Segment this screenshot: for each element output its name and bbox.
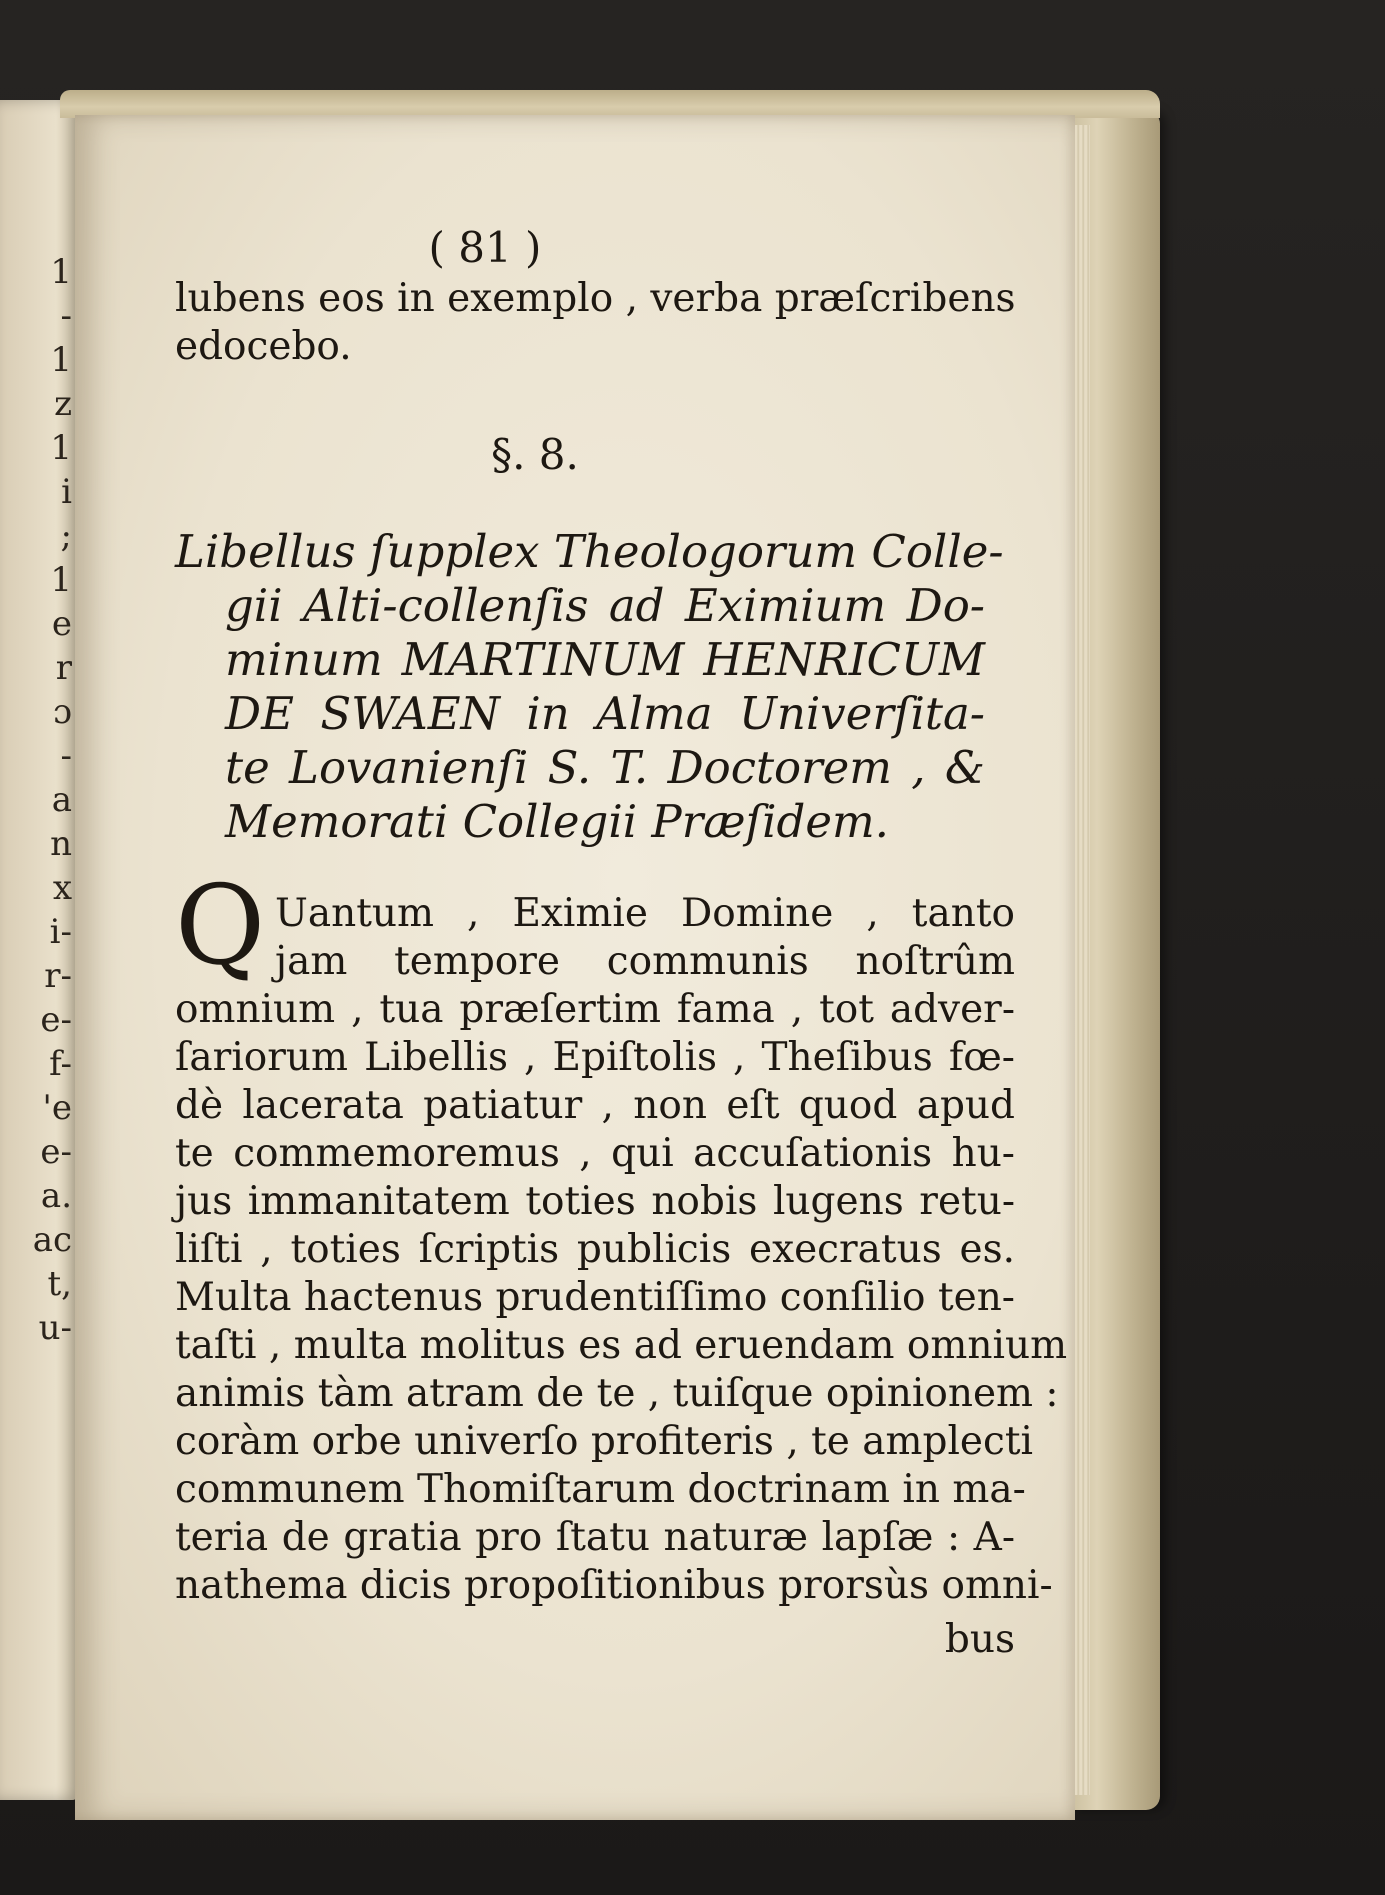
left-fragment: z xyxy=(54,384,72,424)
left-fragment: i- xyxy=(49,912,72,952)
left-fragment: x xyxy=(52,868,72,908)
left-fragment: e xyxy=(51,604,72,644)
catchword: bus xyxy=(944,1617,1015,1662)
body-line: Multa hactenus prudentiſſimo conſilio ten- xyxy=(175,1275,1015,1320)
left-fragment: e- xyxy=(40,1000,72,1040)
left-fragment: ɔ xyxy=(52,692,72,732)
left-fragment: u- xyxy=(38,1308,72,1348)
title-line-2: gii Alti-collenſis ad Eximium Do- xyxy=(225,579,985,632)
left-fragment: - xyxy=(60,296,72,336)
body-line: ſariorum Libellis , Epiſtolis , Theſibus fœ- xyxy=(175,1035,1015,1080)
left-fragment: 1 xyxy=(50,252,72,292)
book-top-edge xyxy=(60,90,1160,118)
body-line: omnium , tua præſertim fama , tot adver- xyxy=(175,987,1015,1032)
left-fragment: 1 xyxy=(50,428,72,468)
left-fragment: i xyxy=(61,472,72,512)
left-fragment: 'e xyxy=(42,1088,72,1128)
title-line-5: te Lovanienſi S. T. Doctorem , & xyxy=(225,741,985,794)
page-number: ( 81 ) xyxy=(428,223,542,272)
title-line-4: DE SWAEN in Alma Univerſita- xyxy=(225,687,985,740)
left-fragment: e- xyxy=(40,1132,72,1172)
body-line: animis tàm atram de te , tuiſque opinionem : xyxy=(175,1371,1059,1416)
left-fragment: 1 xyxy=(50,560,72,600)
left-fragment: a xyxy=(51,780,72,820)
left-fragment: r- xyxy=(44,956,72,996)
title-line-6: Memorati Collegii Præſidem. xyxy=(225,795,889,848)
right-page xyxy=(75,115,1075,1820)
body-line: dè lacerata patiatur , non eſt quod apud xyxy=(175,1083,1015,1128)
left-fragment: r xyxy=(55,648,72,688)
left-fragment: 1 xyxy=(50,340,72,380)
left-fragment: ; xyxy=(60,516,72,556)
title-line-3: minum MARTINUM HENRICUM xyxy=(225,633,985,686)
body-line: Uantum , Eximie Domine , tanto xyxy=(275,891,1015,936)
opening-line-2: edocebo. xyxy=(175,324,352,369)
body-line: teria de gratia pro ſtatu naturæ lapſæ : A- xyxy=(175,1515,1015,1560)
body-line: liſti , toties ſcriptis publicis execratus es. xyxy=(175,1227,1015,1272)
body-line: coràm orbe univerſo profiteris , te amplecti xyxy=(175,1419,1033,1464)
left-fragment: a. xyxy=(40,1176,72,1216)
left-page-edge xyxy=(0,100,80,1800)
left-fragment: n xyxy=(50,824,72,864)
left-fragment: - xyxy=(60,736,72,776)
title-line-1: Libellus ſupplex Theologorum Colle- xyxy=(175,525,1004,578)
body-line: nathema dicis propoſitionibus prorsùs omni- xyxy=(175,1563,1053,1608)
body-line: te commemoremus , qui accuſationis hu- xyxy=(175,1131,1015,1176)
opening-line-1: lubens eos in exemplo , verba præſcribens xyxy=(175,276,1016,321)
left-page-text-fragments xyxy=(12,250,72,1350)
body-line: communem Thomiſtarum doctrinam in ma- xyxy=(175,1467,1026,1512)
body-line: jus immanitatem toties nobis lugens retu- xyxy=(175,1179,1015,1224)
body-line: taſti , multa molitus es ad eruendam omnium xyxy=(175,1323,1068,1368)
left-fragment: t, xyxy=(47,1264,72,1304)
body-line: jam tempore communis noſtrûm xyxy=(275,939,1015,984)
left-fragment: f- xyxy=(49,1044,72,1084)
drop-cap: Q xyxy=(175,861,266,989)
section-heading: §. 8. xyxy=(491,430,579,479)
left-fragment: ac xyxy=(32,1220,72,1260)
